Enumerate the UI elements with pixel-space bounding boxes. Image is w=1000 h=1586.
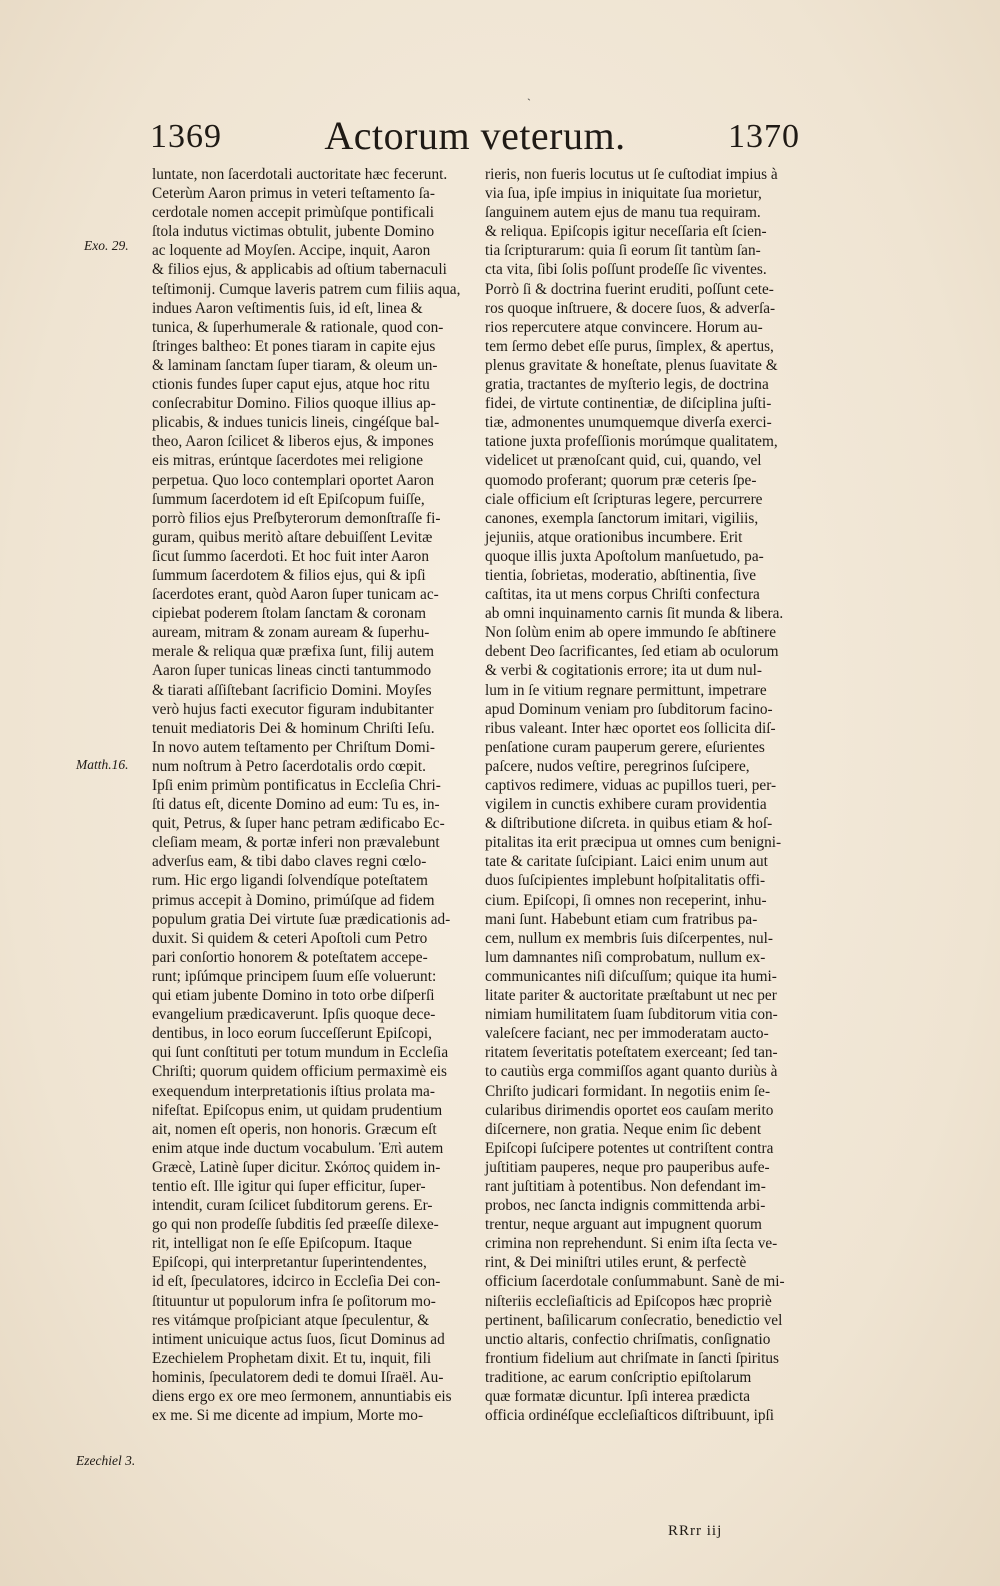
- text-line: niſteriis eccleſiaſticis ad Epiſcopos hæc propriè: [485, 1292, 772, 1310]
- text-line: qui etiam jubente Domino in toto orbe diſperſi: [152, 987, 435, 1005]
- margin-note-matthew: Matth.16.: [76, 757, 129, 772]
- text-line: Epiſcopi, qui interpretantur ſuperintendentes,: [152, 1254, 427, 1272]
- margin-note-exodus: Exo. 29.: [84, 238, 129, 253]
- text-line: intendit, curam ſcilicet ſubditorum gerens. Er-: [152, 1197, 433, 1215]
- text-line: cem, nullum ex membris ſuis diſcerpentes, nul-: [485, 929, 774, 947]
- text-line: & laminam ſanctam ſuper tiaram, & oleum un-: [152, 356, 438, 374]
- text-line: rit, intelligat non ſe eſſe Epiſcopum. Itaque: [152, 1235, 412, 1253]
- text-line: & verbi & cogitationis errore; ita ut dum nul-: [485, 662, 762, 680]
- text-line: qui ſunt conſtituti per totum mundum in Eccleſia: [152, 1044, 449, 1062]
- text-line: debent Deo ſacrificantes, ſed etiam ab oculorum: [485, 643, 779, 661]
- text-line: diens ergo ex ore meo ſermonem, annuntiabis eis: [152, 1388, 452, 1405]
- text-line: hominis, ſpeculatorem dedi te domui Iſraël. Au-: [152, 1368, 444, 1386]
- text-line: ſacerdotes erant, quòd Aaron ſuper tunicam ac-: [152, 586, 439, 604]
- text-line: ſtituuntur ut populorum infra ſe poſitorum mo-: [152, 1292, 436, 1310]
- text-line: enim atque inde ductum vocabulum. Ἐπὶ autem: [152, 1139, 444, 1157]
- text-line: luntate, non ſacerdotali auctoritate hæc fecerunt.: [152, 166, 448, 183]
- text-line: rum. Hic ergo ligandi ſolvendíque poteſtatem: [152, 872, 428, 890]
- text-line: runt; ipſúmque principem ſuum eſſe voluerunt:: [152, 967, 437, 985]
- text-line: & tiarati aſſiſtebant ſacrificio Domini. Moyſes: [152, 681, 432, 699]
- right-text-column: [485, 165, 805, 1425]
- text-line: & diſtributione diſcreta. in quibus etiam & hoſ-: [485, 815, 773, 833]
- text-line: verò hujus facti executor figuram indubitanter: [152, 700, 434, 718]
- text-line: tate & caritate ſuſcipiant. Laici enim unum aut: [485, 853, 768, 871]
- text-line: duxit. Si quidem & ceteri Apoſtoli cum Petro: [152, 929, 428, 947]
- text-line: indues Aaron veſtimentis ſuis, id eſt, linea &: [152, 299, 423, 317]
- text-line: lum in ſe vitium regnare permittunt, impetrare: [485, 681, 767, 699]
- text-line: num noſtrum à Petro ſacerdotalis ordo cœpit.: [152, 757, 427, 775]
- text-line: apud Dominum veniam pro ſubditorum facino-: [485, 700, 773, 718]
- text-line: quit, Petrus, & ſuper hanc petram ædificabo Ec-: [152, 815, 445, 833]
- text-line: ſummum ſacerdotem id eſt Epiſcopum fuiſſe,: [152, 490, 425, 508]
- text-line: diſcernere, non gratia. Neque enim ſic debent: [485, 1120, 762, 1138]
- text-line: crimina non reprehendunt. Si enim iſta ſecta ve-: [485, 1235, 778, 1253]
- text-line: to cautiùs erga commiſſos agant quanto duriùs à: [485, 1063, 778, 1081]
- text-line: plicabis, & indues tunicis lineis, cingéſque bal-: [152, 414, 440, 432]
- text-line: auream, mitram & zonam auream & ſuperhu-: [152, 624, 430, 642]
- text-line: ſtringes baltheo: Et pones tiaram in capite ejus: [152, 337, 436, 355]
- text-line: valeſcere faciant, nec per immoderatam aucto-: [485, 1025, 769, 1043]
- text-line: cium. Epiſcopi, ſi omnes non receperint, inhu-: [485, 891, 767, 909]
- text-line: intiment unicuique actus ſuos, ſicut Dominus ad: [152, 1330, 445, 1348]
- text-line: evangelium prædicaverunt. Ipſis quoque dece-: [152, 1006, 436, 1024]
- page-header: [150, 112, 800, 162]
- text-line: trentur, neque arguant aut impugnent quorum: [485, 1216, 762, 1234]
- text-line: tatione juxta profeſſionis morúmque qualitatem,: [485, 433, 778, 451]
- text-line: caſtitas, ita ut mens corpus Chriſti confectura: [485, 586, 760, 604]
- text-line: tunica, & ſuperhumerale & rationale, quod con-: [152, 318, 444, 336]
- text-line: via ſua, ipſe impius in iniquitate ſua morietur,: [485, 185, 762, 203]
- text-line: rieris, non fueris locutus ut ſe cuſtodiat impius à: [485, 166, 778, 183]
- text-line: Aaron ſuper tunicas lineas cincti tantummodo: [152, 662, 432, 680]
- text-line: lum damnantes niſi comprobatum, nullum ex-: [485, 948, 766, 966]
- text-line: Epiſcopi ſuſcipere potentes ut contriſtent contra: [485, 1139, 774, 1157]
- text-line: officia ordinéſque eccleſiaſticos diſtribuunt, ipſi: [485, 1407, 774, 1425]
- text-line: nimiam humilitatem ſuam ſubditorum vitia con-: [485, 1006, 778, 1024]
- text-line: exequendum interpretationis iſtius prolata ma-: [152, 1082, 435, 1100]
- text-line: & filios ejus, & applicabis ad oſtium tabernaculi: [152, 261, 447, 279]
- text-line: Chriſti; quorum quidem officium permaximè eis: [152, 1063, 447, 1081]
- text-line: traditione, ac earum conſcriptio epiſtolarum: [485, 1368, 752, 1386]
- text-line: captivos redimere, viduas ac pupillos tueri, per-: [485, 777, 777, 794]
- margin-note-ezechiel: Ezechiel 3.: [76, 1453, 136, 1468]
- text-line: ctionis fundes ſuper caput ejus, atque hoc ritu: [152, 376, 430, 394]
- text-line: ac loquente ad Moyſen. Accipe, inquit, Aaron: [152, 242, 431, 260]
- text-line: nifeſtat. Epiſcopus enim, ut quidam prudentium: [152, 1101, 443, 1119]
- text-line: Ipſi enim primùm pontificatus in Eccleſia Chri-: [152, 777, 441, 794]
- text-line: mani ſunt. Habebunt etiam cum fratribus pa-: [485, 910, 758, 928]
- left-page-number: 1369: [150, 118, 222, 155]
- text-line: res vitámque proſpiciant atque ſpeculentur, &: [152, 1311, 430, 1329]
- text-line: tientia, ſobrietas, moderatio, abſtinentia, ſive: [485, 566, 757, 584]
- text-line: theo, Aaron ſcilicet & liberos ejus, & impones: [152, 433, 434, 451]
- text-line: videlicet ut prænoſcant quid, cui, quando, vel: [485, 452, 762, 470]
- text-line: cularibus dirimendis oportet eos cauſam merito: [485, 1101, 774, 1119]
- text-line: Ceterùm Aaron primus in veteri teſtamento ſa-: [152, 185, 435, 203]
- left-text-column: [152, 165, 470, 1425]
- text-line: adverſus eam, & tibi dabo claves regni cœlo-: [152, 853, 427, 871]
- text-line: juſtitiam pauperes, neque pro pauperibus aufe-: [485, 1158, 770, 1176]
- text-line: rant juſtitiam à potentibus. Non defendant im-: [485, 1177, 766, 1195]
- text-line: communicantes niſi diſcuſſum; quique ita humi-: [485, 967, 777, 985]
- text-line: ſti datus eſt, dicente Domino ad eum: Tu es, in-: [152, 796, 440, 814]
- text-line: ros quoque inſtruere, & docere ſuos, & adverſa-: [485, 299, 776, 317]
- text-line: perpetua. Quo loco contemplari oportet Aaron: [152, 471, 435, 489]
- text-line: Ezechielem Prophetam dixit. Et tu, inquit, fili: [152, 1349, 432, 1367]
- text-line: quæ formatæ dicuntur. Ipſi interea prædicta: [485, 1388, 751, 1405]
- text-line: eis mitras, erúntque ſacerdotes mei religione: [152, 452, 423, 470]
- text-line: vigilem in cunctis exhibere curam providentia: [485, 796, 767, 814]
- text-line: porrò filios ejus Preſbyterorum demonſtraſſe fi-: [152, 509, 441, 527]
- text-line: tia ſcripturarum: quia ſi eorum ſit tantùm ſan-: [485, 242, 761, 260]
- running-title: Actorum veterum.: [324, 113, 626, 158]
- text-line: Chriſto judicari formidant. In negotiis enim ſe-: [485, 1082, 771, 1100]
- text-line: probos, nec ſancta indignis committenda arbi-: [485, 1197, 766, 1215]
- text-line: canones, exempla ſanctorum imitari, vigiliis,: [485, 509, 759, 527]
- text-line: ciale officium eſt ſcripturas legere, percurrere: [485, 490, 763, 508]
- text-line: primus accepit à Domino, primúſque ad fidem: [152, 891, 435, 909]
- text-line: penſatione curam pauperum gerere, eſurientes: [485, 738, 765, 756]
- text-line: paſcere, nudos veſtire, peregrinos ſuſcipere,: [485, 757, 750, 775]
- text-line: tiæ, admonentes unumquemque diverſa exerci-: [485, 414, 772, 432]
- text-line: cta vita, ſibi ſolis poſſunt prodeſſe ſic viventes.: [485, 261, 767, 279]
- text-line: officium ſacerdotale conſummabunt. Sanè de mi-: [485, 1273, 785, 1291]
- text-line: fidei, de virtute continentiæ, de diſciplina juſti-: [485, 395, 772, 413]
- text-line: ſicut ſummo ſacerdoti. Et hoc fuit inter Aaron: [152, 547, 429, 565]
- text-line: populum gratia Dei virtute ſuæ prædicationis ad-: [152, 910, 451, 928]
- text-line: cipiebat poderem ſtolam ſanctam & coronam: [152, 605, 426, 623]
- text-line: Non ſolùm enim ab opere immundo ſe abſtinere: [485, 624, 776, 642]
- text-line: quoque illis juxta Apoſtolum manſuetudo, pa-: [485, 547, 764, 565]
- text-line: ex me. Si me dicente ad impium, Morte mo-: [152, 1407, 424, 1425]
- text-line: duos ſuſcipientes implebunt hoſpitalitatis offi-: [485, 872, 766, 890]
- text-line: In novo autem teſtamento per Chriſtum Domi-: [152, 738, 435, 756]
- text-line: ſanguinem autem ejus de manu tua requiram.: [485, 204, 761, 222]
- text-line: teſtimonij. Cumque laveris patrem cum filiis aqua,: [152, 280, 461, 298]
- text-line: ait, nomen eſt operis, non honoris. Græcum eſt: [152, 1120, 437, 1138]
- signature-mark: RRrr iij: [668, 1523, 723, 1539]
- text-line: pertinent, baſilicarum conſecratio, benedictio vel: [485, 1311, 783, 1329]
- text-line: tentio eſt. Ille igitur qui ſuper efficitur, ſuper-: [152, 1177, 426, 1195]
- text-line: ab omni inquinamento carnis ſit munda & libera.: [485, 605, 784, 623]
- text-line: unctio altaris, confectio chriſmatis, conſignatio: [485, 1330, 771, 1348]
- text-line: ritatem ſeveritatis poteſtatem exerceant; ſed tan-: [485, 1044, 778, 1062]
- text-line: pitalitas ita erit præcipua ut omnes cum benigni-: [485, 834, 782, 852]
- text-line: cerdotale nomen accepit primùſque pontificali: [152, 204, 435, 222]
- text-line: Porrò ſi & doctrina fuerint eruditi, poſſunt cete-: [485, 280, 774, 298]
- text-line: litate pariter & auctoritate præſtabunt ut nec per: [485, 987, 777, 1005]
- ink-speck: ˋ: [527, 96, 531, 110]
- text-line: dentibus, in loco eorum ſucceſſerunt Epiſcopi,: [152, 1025, 432, 1043]
- text-line: guram, quibus meritò aſtare debuiſſent Levitæ: [152, 528, 433, 546]
- text-line: ſtola indutus victimas obtulit, jubente Domino: [152, 223, 435, 241]
- text-line: quomodo proferant; quorum præ ceteris ſpe-: [485, 471, 757, 489]
- text-line: tenuit mediatoris Dei & hominum Chriſti Ieſu.: [152, 719, 435, 737]
- right-page-number: 1370: [728, 118, 800, 155]
- text-line: pari conſortio honorem & poteſtatem accepe-: [152, 948, 428, 966]
- text-line: cleſiam meam, & portæ inferi non prævalebunt: [152, 834, 440, 852]
- text-line: plenus gravitate & honeſtate, plenus ſuavitate &: [485, 356, 778, 374]
- text-line: tem ſermo debet eſſe purus, ſimplex, & apertus,: [485, 337, 774, 355]
- text-line: go qui non prodeſſe ſubditis ſed præeſſe dilexe-: [152, 1216, 439, 1234]
- text-line: Græcè, Latinè ſuper dicitur. Σκόπος quidem in-: [152, 1158, 441, 1176]
- text-line: rint, & Dei miniſtri utiles erunt, & perfectè: [485, 1254, 747, 1272]
- text-line: gratia, tractantes de myſterio legis, de doctrina: [485, 376, 769, 394]
- text-line: frontium fidelium aut chriſmate in ſancti ſpiritus: [485, 1349, 779, 1367]
- text-line: & reliqua. Epiſcopis igitur neceſſaria eſt ſcien-: [485, 223, 767, 241]
- text-line: conſecrabitur Domino. Filios quoque illius ap-: [152, 395, 436, 413]
- text-line: merale & reliqua quæ præfixa ſunt, filij autem: [152, 643, 435, 661]
- text-line: ſummum ſacerdotem & filios ejus, qui & ipſi: [152, 566, 426, 584]
- text-line: jejuniis, atque orationibus incumbere. Erit: [485, 528, 743, 546]
- text-line: ribus valeant. Inter hæc oportet eos ſollicita diſ-: [485, 719, 776, 737]
- text-line: rios repercutere atque convincere. Horum au-: [485, 318, 763, 336]
- text-line: id eſt, ſpeculatores, idcirco in Eccleſia Dei con-: [152, 1273, 441, 1291]
